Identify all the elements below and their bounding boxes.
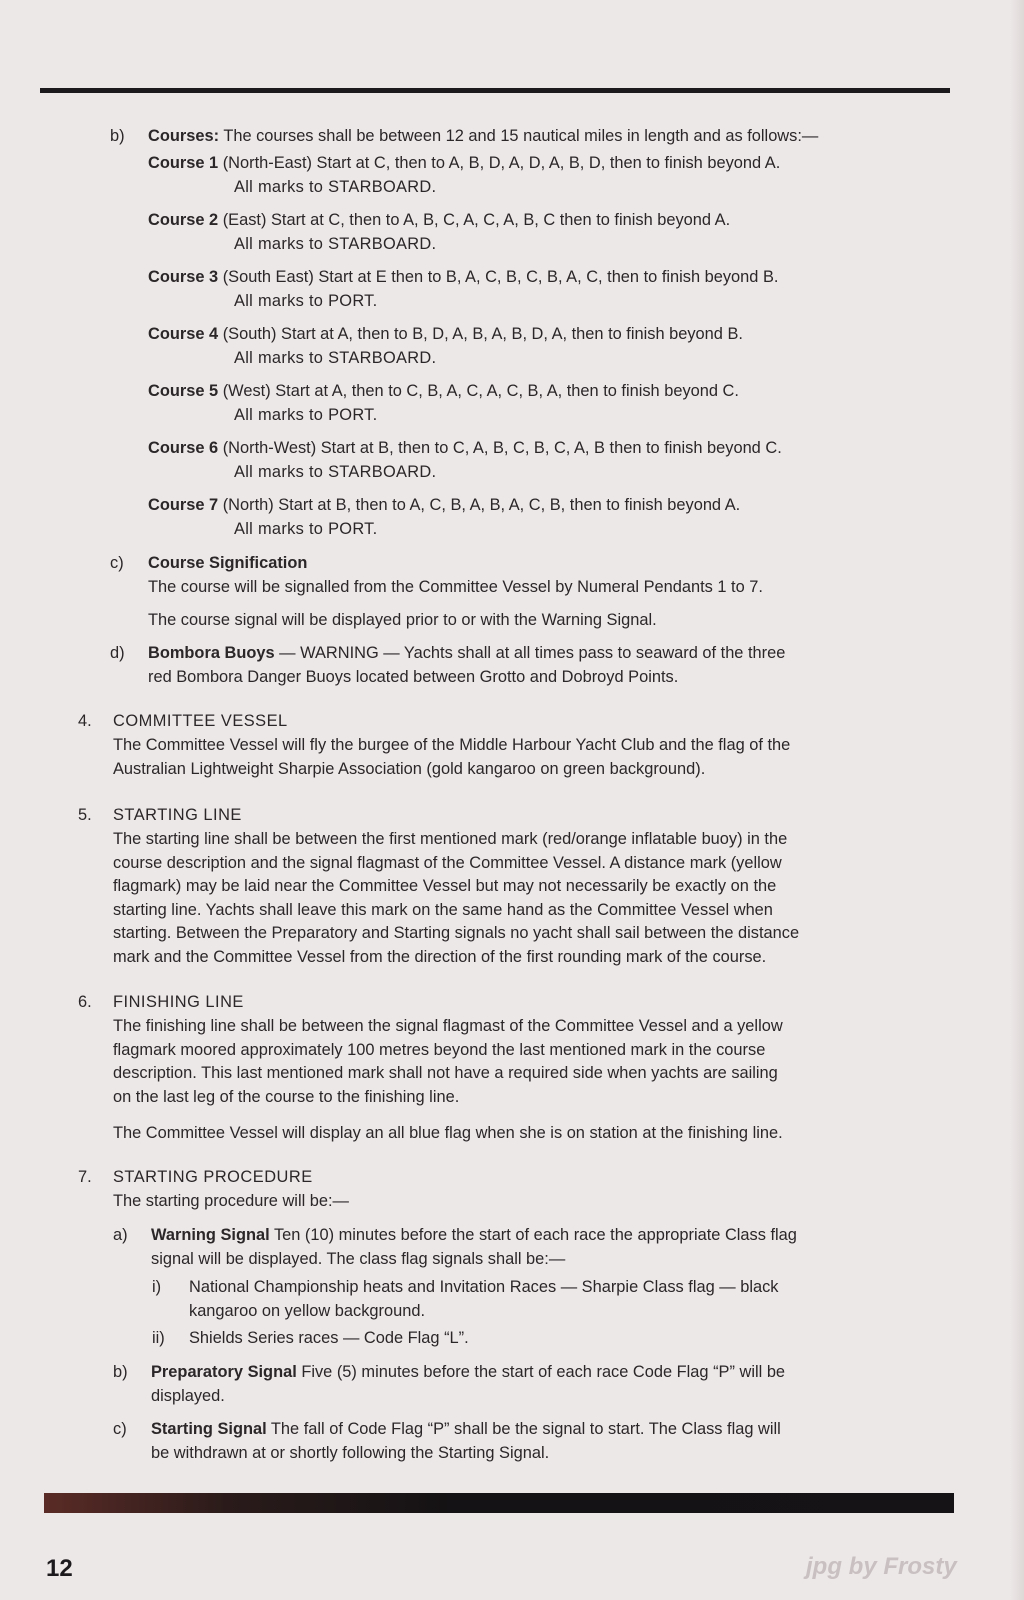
courses-intro-text: The courses shall be between 12 and 15 nautical miles in length and as follows:— [223, 127, 819, 145]
section-6-number: 6. [78, 993, 92, 1011]
signification-heading: Course Signification [148, 554, 308, 572]
course-description [148, 152, 978, 176]
section-5-line: The starting line shall be between the first mentioned mark (red/orange inflatable buoy) in the [113, 830, 788, 848]
section-6-line: flagmark moored approximately 100 metres beyond the last mentioned mark in the course [113, 1040, 766, 1059]
section-7-heading: STARTING PROCEDURE [113, 1168, 313, 1186]
course-route: (North) Start at B, then to A, C, B, A, B, A, C, B, then to finish beyond A. [222, 496, 741, 514]
course-route: (West) Start at A, then to C, B, A, C, A, C, B, A, then to finish beyond C. [222, 382, 739, 400]
section-6-body [113, 1015, 973, 1109]
section-4-heading: COMMITTEE VESSEL [113, 712, 288, 730]
class-flag-item-1-line-1: National Championship heats and Invitation Races — Sharpie Class flag — black [189, 1278, 779, 1296]
section-5-line: starting line. Yachts shall leave this mark on the same hand as the Committee Vessel when [113, 900, 773, 919]
section-6-line: description. This last mentioned mark shall not have a required side when yachts are sailing [113, 1064, 778, 1082]
section-6-line: on the last leg of the course to the finishing line. [113, 1087, 460, 1106]
course-route: (North-West) Start at B, then to C, A, B, C, B, C, A, B then to finish beyond C. [222, 439, 782, 457]
preparatory-signal-line-1 [151, 1361, 971, 1385]
course-description [148, 266, 978, 290]
course-name: Course 4 [148, 325, 219, 343]
course-marks: All marks to PORT. [234, 520, 378, 538]
watermark: jpg by Frosty [806, 1553, 957, 1580]
section-5-heading: STARTING LINE [113, 806, 242, 824]
section-4-number: 4. [78, 712, 92, 730]
courses-label: b) [110, 127, 125, 145]
warning-signal-label: a) [113, 1226, 128, 1244]
starting-signal-heading: Starting Signal [151, 1420, 267, 1438]
section-6-line: The finishing line shall be between the signal flagmast of the Committee Vessel and a yellow [113, 1017, 783, 1035]
section-5-line: mark and the Committee Vessel from the direction of the first rounding mark of the course. [113, 947, 767, 966]
page-edge-shadow [1010, 0, 1024, 1600]
warning-signal-text: Ten (10) minutes before the start of each race the appropriate Class flag [273, 1226, 797, 1244]
class-flag-item-2: Shields Series races — Code Flag “L”. [189, 1329, 469, 1347]
course-description [148, 209, 978, 233]
warning-signal-heading: Warning Signal [151, 1226, 270, 1244]
course-name: Course 1 [148, 154, 219, 172]
preparatory-signal-text: Five (5) minutes before the start of each race Code Flag “P” will be [301, 1363, 786, 1381]
course-route: (South East) Start at E then to B, A, C, B, C, B, A, C, then to finish beyond B. [222, 268, 779, 286]
course-route: (North-East) Start at C, then to A, B, D, A, D, A, B, D, then to finish beyond A. [222, 154, 781, 172]
bombora-warning-text: — WARNING — Yachts shall at all times pass to seaward of the three [279, 644, 786, 662]
section-4-line: The Committee Vessel will fly the burgee of the Middle Harbour Yacht Club and the flag of the [113, 736, 791, 754]
signification-text-2: The course signal will be displayed prior to or with the Warning Signal. [148, 611, 657, 629]
course-route: (East) Start at C, then to A, B, C, A, C, A, B, C then to finish beyond A. [222, 211, 731, 229]
section-4-line: Australian Lightweight Sharpie Association (gold kangaroo on green background). [113, 759, 706, 778]
warning-signal-line-2: signal will be displayed. The class flag signals shall be:— [151, 1250, 566, 1268]
course-description [148, 494, 978, 518]
course-description [148, 437, 978, 461]
page-number: 12 [46, 1555, 73, 1582]
starting-signal-label: c) [113, 1420, 127, 1438]
course-marks: All marks to STARBOARD. [234, 463, 437, 481]
class-flag-item-1-line-2: kangaroo on yellow background. [189, 1301, 425, 1320]
bottom-rule [44, 1493, 954, 1513]
warning-signal-line-1 [151, 1224, 971, 1248]
course-name: Course 5 [148, 382, 219, 400]
course-marks: All marks to STARBOARD. [234, 235, 437, 253]
courses-intro [148, 125, 968, 149]
bombora-label: d) [110, 644, 125, 662]
signification-label: c) [110, 554, 124, 572]
preparatory-signal-label: b) [113, 1363, 128, 1381]
course-marks: All marks to PORT. [234, 292, 378, 310]
section-5-body [113, 828, 973, 969]
bombora-heading: Bombora Buoys [148, 644, 275, 662]
course-marks: All marks to STARBOARD. [234, 349, 437, 367]
section-5-number: 5. [78, 806, 92, 824]
bombora-line-2: red Bombora Danger Buoys located between Grotto and Dobroyd Points. [148, 668, 679, 686]
preparatory-signal-heading: Preparatory Signal [151, 1363, 297, 1381]
courses-heading: Courses: [148, 127, 220, 145]
starting-signal-line-1 [151, 1418, 971, 1442]
section-4-body [113, 734, 973, 781]
section-7-intro: The starting procedure will be:— [113, 1192, 349, 1210]
section-7-number: 7. [78, 1168, 92, 1186]
course-marks: All marks to PORT. [234, 406, 378, 424]
class-flag-item-1 [189, 1276, 969, 1323]
signification-text-1: The course will be signalled from the Committee Vessel by Numeral Pendants 1 to 7. [148, 578, 763, 596]
starting-signal-line-2: be withdrawn at or shortly following the Starting Signal. [151, 1444, 550, 1462]
course-description [148, 323, 978, 347]
course-route: (South) Start at A, then to B, D, A, B, A, B, D, A, then to finish beyond B. [222, 325, 743, 343]
bombora-line-1 [148, 642, 968, 666]
section-6-text-2: The Committee Vessel will display an all blue flag when she is on station at the finishing line. [113, 1124, 783, 1142]
preparatory-signal-line-2: displayed. [151, 1387, 225, 1405]
course-name: Course 7 [148, 496, 219, 514]
course-description [148, 380, 978, 404]
section-5-line: flagmark) may be laid near the Committee Vessel but may not necessarily be exactly on the [113, 877, 777, 895]
course-name: Course 3 [148, 268, 219, 286]
course-name: Course 6 [148, 439, 219, 457]
starting-signal-text: The fall of Code Flag “P” shall be the signal to start. The Class flag will [270, 1420, 781, 1438]
class-flag-item-2-label: ii) [152, 1329, 165, 1347]
course-marks: All marks to STARBOARD. [234, 178, 437, 196]
class-flag-item-1-label: i) [152, 1278, 162, 1296]
section-5-line: course description and the signal flagmast of the Committee Vessel. A distance mark (yellow [113, 853, 782, 872]
course-name: Course 2 [148, 211, 219, 229]
top-rule [40, 88, 950, 93]
section-6-heading: FINISHING LINE [113, 993, 244, 1011]
section-5-line: starting. Between the Preparatory and Starting signals no yacht shall sail between the distance [113, 924, 800, 942]
